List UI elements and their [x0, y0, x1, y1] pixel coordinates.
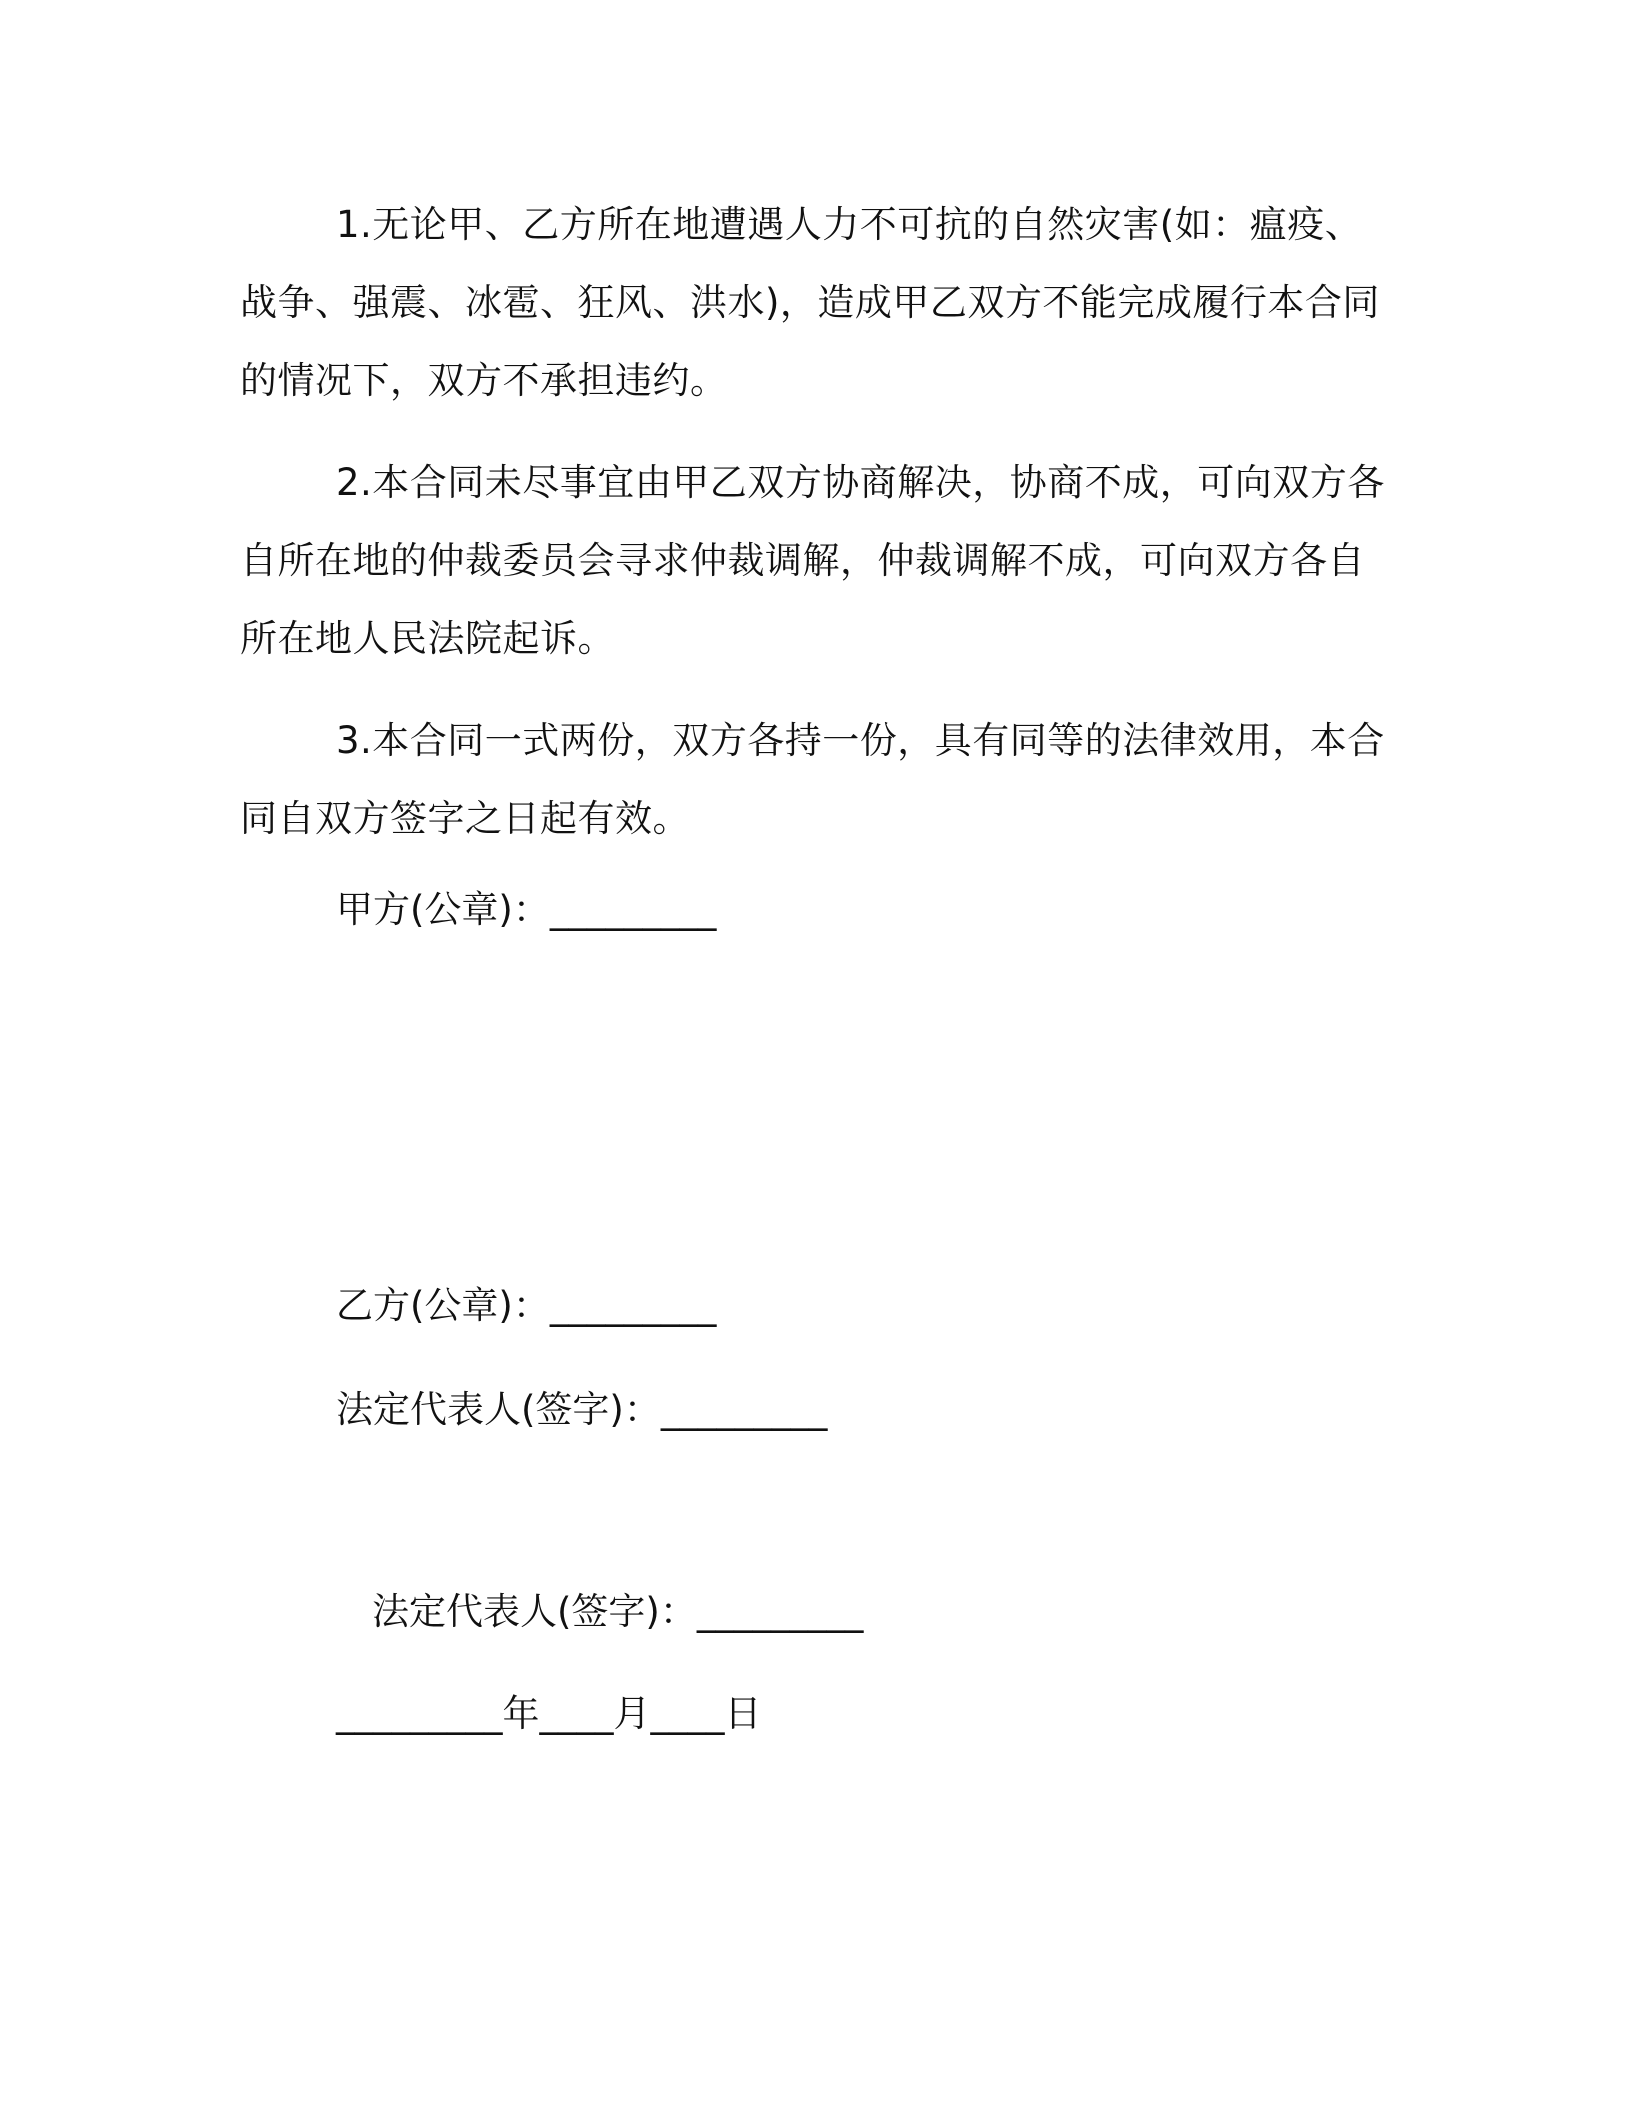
date-line: _________年____月____日 [336, 1692, 762, 1735]
legal-rep-signature-line-2: 法定代表人(签字)：_________ [372, 1590, 864, 1633]
clause-3: 3.本合同一式两份，双方各持一份，具有同等的法律效用，本合同自双方签字之日起有效。 [240, 719, 1385, 840]
clause-2: 2.本合同未尽事宜由甲乙双方协商解决，协商不成，可向双方各自所在地的仲裁委员会寻求仲裁调解，仲裁调解不成，可向双方各自所在地人民法院起诉。 [240, 461, 1385, 660]
clause-1: 1.无论甲、乙方所在地遭遇人力不可抗的自然灾害(如：瘟疫、战争、强震、冰雹、狂风、洪水)，造成甲乙双方不能完成履行本合同的情况下，双方不承担违约。 [240, 203, 1380, 402]
party-a-seal-line: 甲方(公章)：_________ [336, 888, 717, 931]
party-b-seal-line: 乙方(公章)：_________ [336, 1284, 717, 1327]
legal-rep-signature-line-1: 法定代表人(签字)：_________ [336, 1388, 828, 1431]
